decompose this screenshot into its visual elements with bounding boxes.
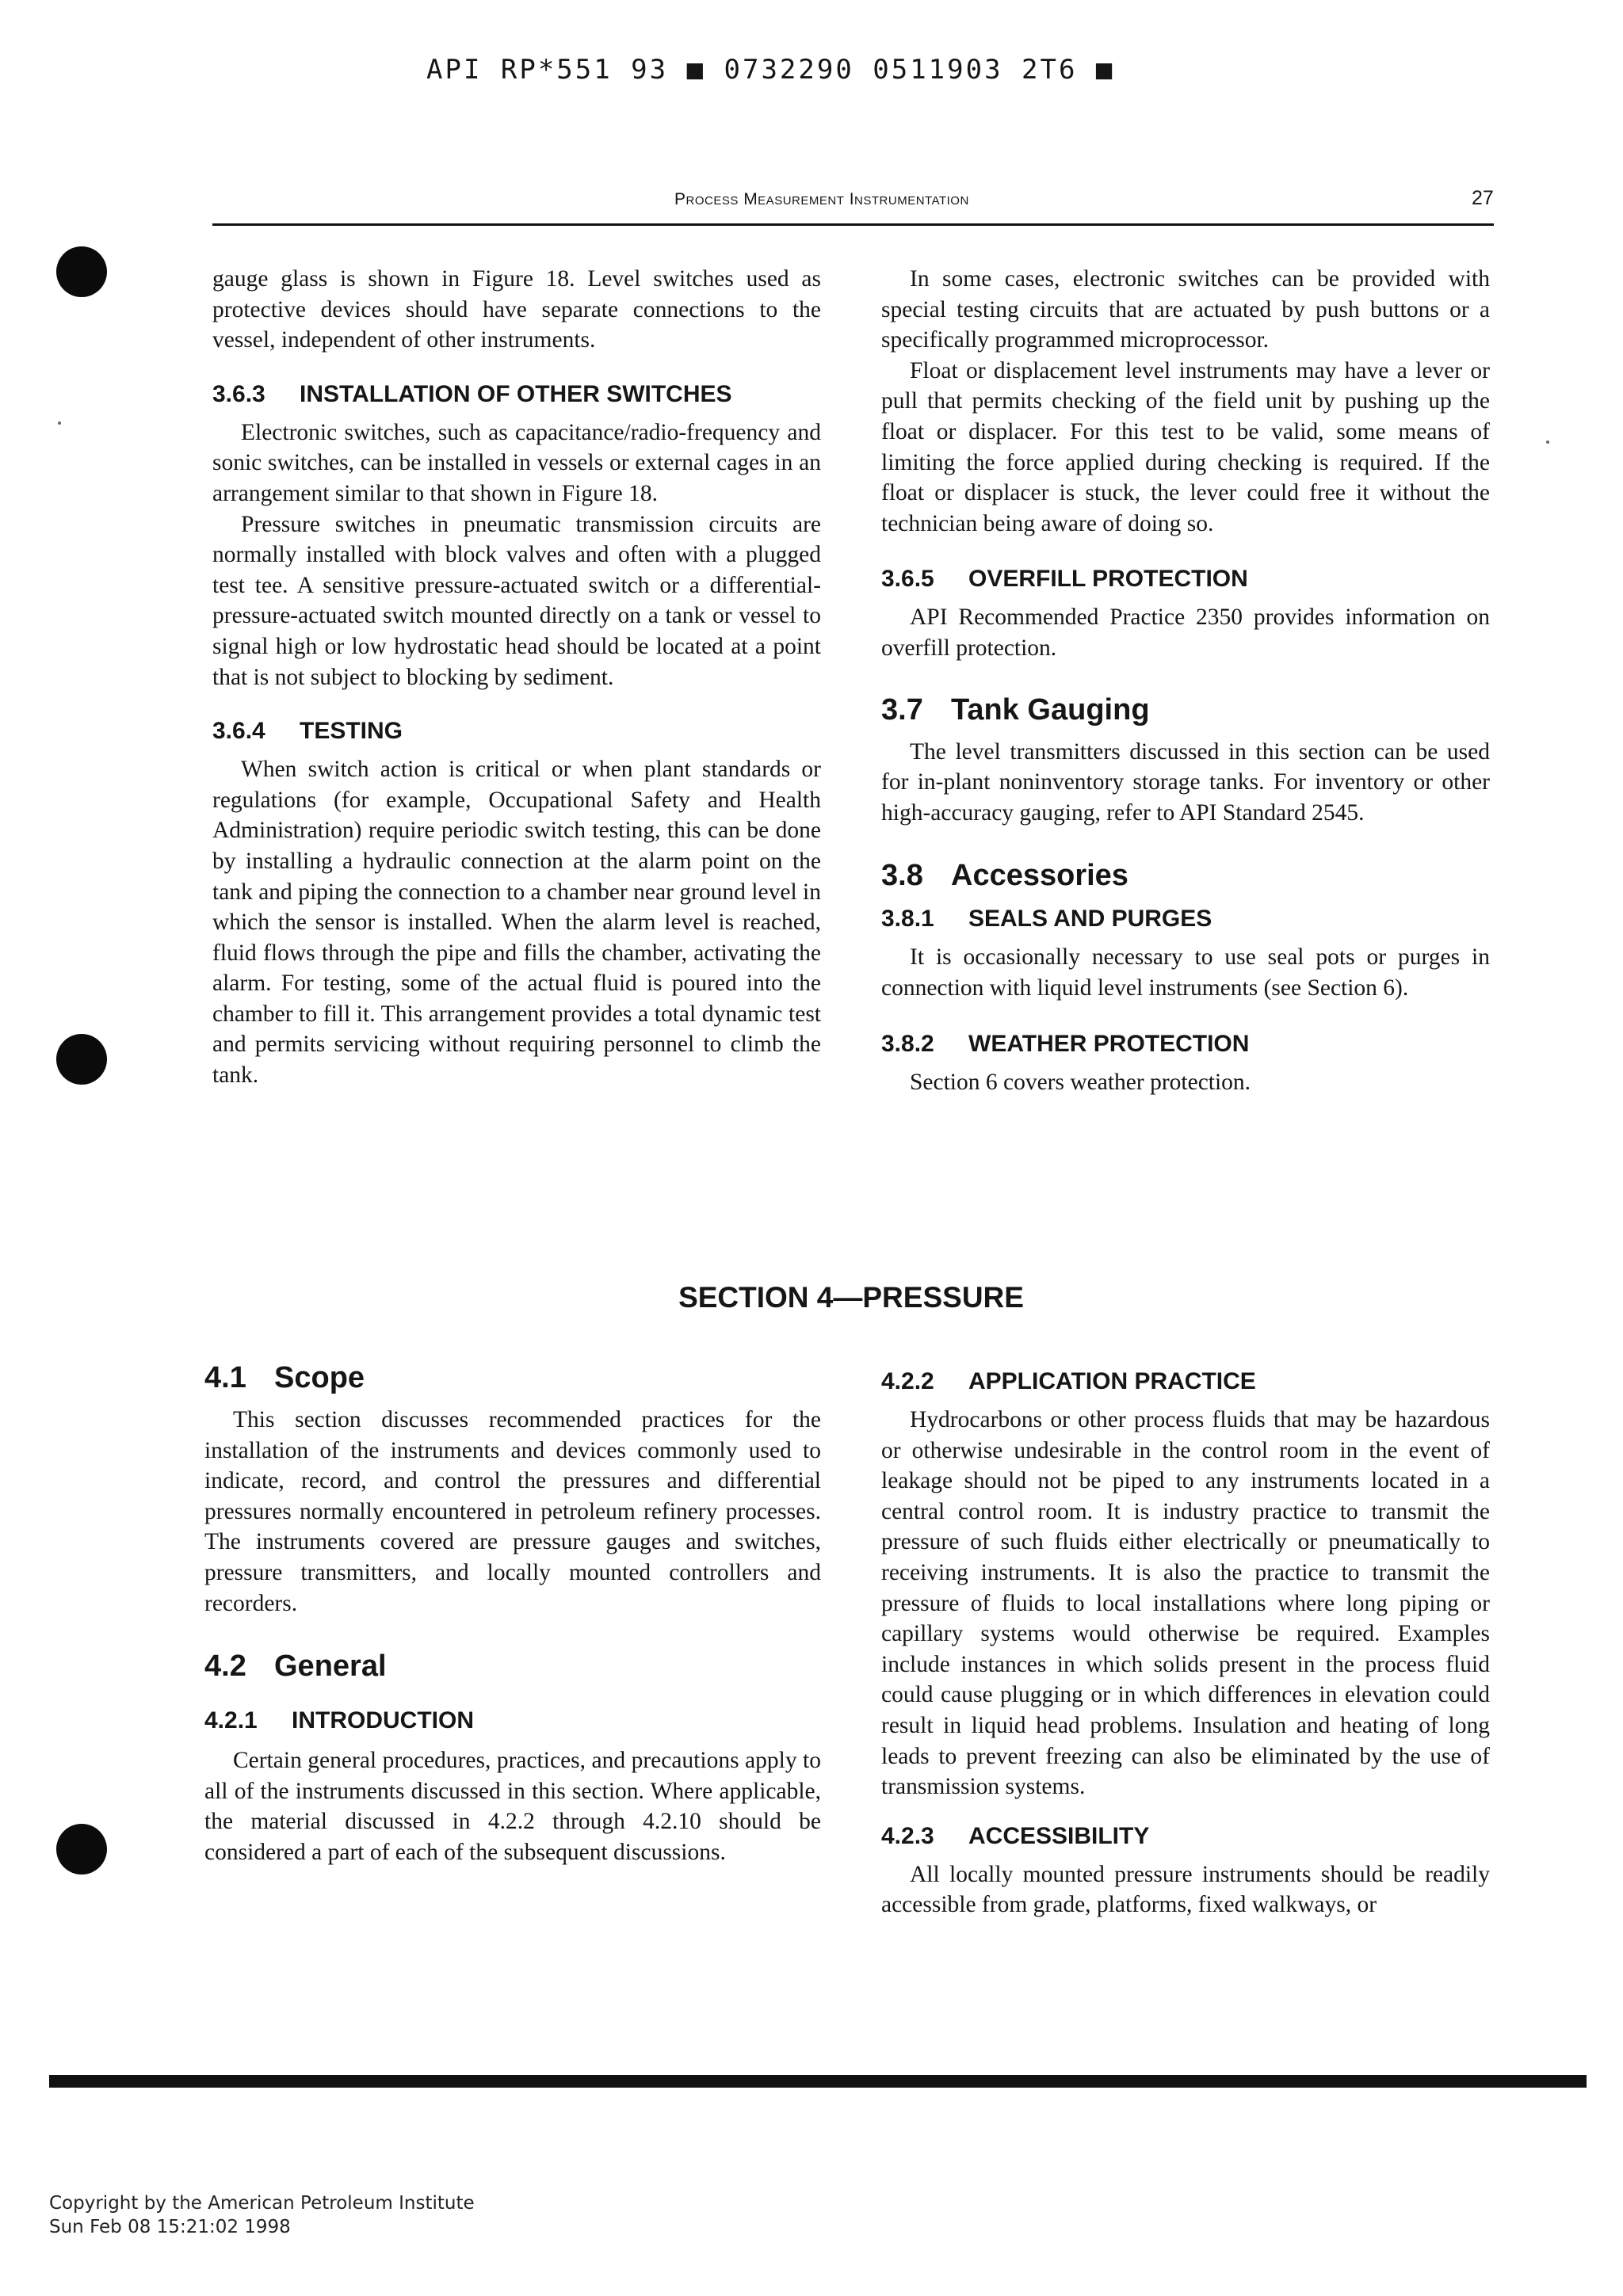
paragraph: Pressure switches in pneumatic transmission circuits are normally installed with block valves and often with a plugged test tee. A sensitive pressure-actuated switch or a differential-pressure-actuated switch mounted directly on a tank or vessel to signal high or low hydrostatic head should be located at a point that is not subject to blocking by sediment. [212,511,821,690]
footer-bar [49,2075,1587,2088]
punch-hole-top [56,246,107,297]
timestamp-line: Sun Feb 08 15:21:02 1998 [49,2217,291,2237]
page-number: 27 [1472,187,1494,209]
section-heading-3-8 [881,858,1490,893]
paragraph: The level transmitters discussed in this section can be used for in-plant noninventory storage tanks. For inventory or other high-accuracy gauging, refer to API Standard 2545. [881,738,1490,826]
subsection-heading-3-6-4 [212,716,821,746]
section-number: 3.6.3 [212,380,265,407]
section-number: 4.2.2 [881,1368,934,1394]
paragraph: All locally mounted pressure instruments should be readily accessible from grade, platforms, fixed walkways, or [881,1861,1490,1918]
section-title: Accessories [951,859,1128,893]
section-number: 3.8.1 [881,906,934,933]
paragraph: This section discusses recommended practices for the installation of the instruments and devices commonly used to indicate, record, and control the pressures and differential pressures normally encountered in petroleum refinery processes. The instruments covered are pressure gauges and switches, pressure transmitters, and locally mounted controllers and recorders. [204,1407,821,1616]
section-number: 4.2.1 [204,1707,258,1734]
subsection-heading-3-8-1 [881,904,1490,934]
section-number: 4.1 [204,1361,246,1394]
section-title: OVERFILL PROTECTION [968,566,1248,593]
running-head [674,190,969,209]
paragraph: API Recommended Practice 2350 provides information on overfill protection. [881,605,1490,661]
section-heading: SECTION 4—PRESSURE [678,1281,1024,1314]
section-title: INSTALLATION OF OTHER SWITCHES [300,380,732,407]
paragraph: gauge glass is shown in Figure 18. Level switches used as protective devices should have separate connections to the vessel, independent of other instruments. [212,266,821,353]
paragraph: Float or displacement level instruments may have a lever or pull that permits checking of the field unit by pushing up the float or displacer. For this test to be valid, some means of limiting the force applied during checking is required. If the float or displacer is stuck, the lever could free it without the technician being aware of doing so. [881,357,1490,536]
punch-hole-bottom [56,1824,107,1875]
right-column [881,264,1490,1097]
subsection-heading-3-8-2 [881,1029,1490,1059]
paragraph: Certain general procedures, practices, and precautions apply to all of the instruments discussed in this section. Where applicable, the material discussed in 4.2.2 through 4.2.10 should be considered a part of each of the subsequent discussions. [204,1748,821,1865]
section-number: 3.8 [881,859,923,893]
copyright-footer [49,2191,475,2239]
copyright-line: Copyright by the American Petroleum Institute [49,2193,475,2214]
section-heading-4-1 [204,1360,821,1395]
paragraph: In some cases, electronic switches can be provided with special testing circuits that are actuated by push buttons or a specifically programmed microprocessor. [881,266,1490,353]
left-column-section-4 [204,1360,821,1868]
speck-mark [1546,441,1549,444]
header-rule [212,223,1494,226]
section-title: Scope [274,1361,365,1394]
section-title: TESTING [300,718,403,745]
section-number: 3.8.2 [881,1030,934,1057]
section-title: General [274,1650,387,1684]
section-title: ACCESSIBILITY [968,1822,1150,1849]
paragraph: Section 6 covers weather protection. [910,1069,1251,1095]
document-stamp: API RP*551 93 ■ 0732290 0511903 2T6 ■ [426,54,1115,86]
punch-hole-middle [56,1034,107,1085]
paragraph: When switch action is critical or when plant standards or regulations (for example, Occupational Safety and Health Administration) require periodic switch testing, this can be done by installing a hydraulic connection at the alarm point on the tank and piping the connection to a chamber near ground level in which the sensor is installed. When the alarm level is reached, fluid flows through the pipe and fills the chamber, activating the alarm. For testing, some of the actual fluid is poured into the chamber to fill it. This arrangement provides a total dynamic test and permits servicing without requiring personnel to climb the tank. [212,757,821,1089]
section-number: 3.7 [881,692,923,727]
subsection-heading-4-2-3 [881,1821,1490,1852]
left-column [212,264,821,1091]
section-title: WEATHER PROTECTION [968,1030,1250,1057]
section-title: Tank Gauging [951,692,1150,727]
section-title: SEALS AND PURGES [968,906,1212,933]
section-title: INTRODUCTION [292,1707,474,1734]
speck-mark [58,421,61,425]
subsection-heading-3-6-5 [881,564,1490,594]
right-column-section-4 [881,1367,1490,1920]
subsection-heading-4-2-2 [881,1367,1490,1397]
section-heading-3-7 [881,692,1490,727]
paragraph: It is occasionally necessary to use seal pots or purges in connection with liquid level instruments (see Section 6). [881,944,1490,1001]
subsection-heading-3-6-3 [212,379,821,410]
subsection-heading-4-2-1 [204,1706,821,1736]
paragraph: Hydrocarbons or other process fluids that may be hazardous or otherwise undesirable in the control room in the event of leakage should not be piped to any instruments located in a central control room. It is industry practice to transmit the pressure of such fluids either electrically or pneumatically to receiving instruments. It is also the practice to transmit the pressure of fluids to local installations where long piping or capillary systems would otherwise be required. Examples include instances in which solids present in the process fluid could cause plugging or in which differences in elevation could result in liquid head problems. Insulation and heating of long leads to prevent freezing can also be eliminated by the use of transmission systems. [881,1407,1490,1800]
section-number: 4.2.3 [881,1822,934,1849]
section-number: 3.6.5 [881,566,934,593]
section-heading-4-2 [204,1649,821,1684]
paragraph: Electronic switches, such as capacitance/radio-frequency and sonic switches, can be installed in vessels or external cages in an arrangement similar to that shown in Figure 18. [212,419,821,506]
section-title: APPLICATION PRACTICE [968,1368,1256,1394]
section-number: 4.2 [204,1650,246,1684]
section-number: 3.6.4 [212,718,265,745]
running-head-text: Process Measurement Instrumentation [674,190,969,208]
